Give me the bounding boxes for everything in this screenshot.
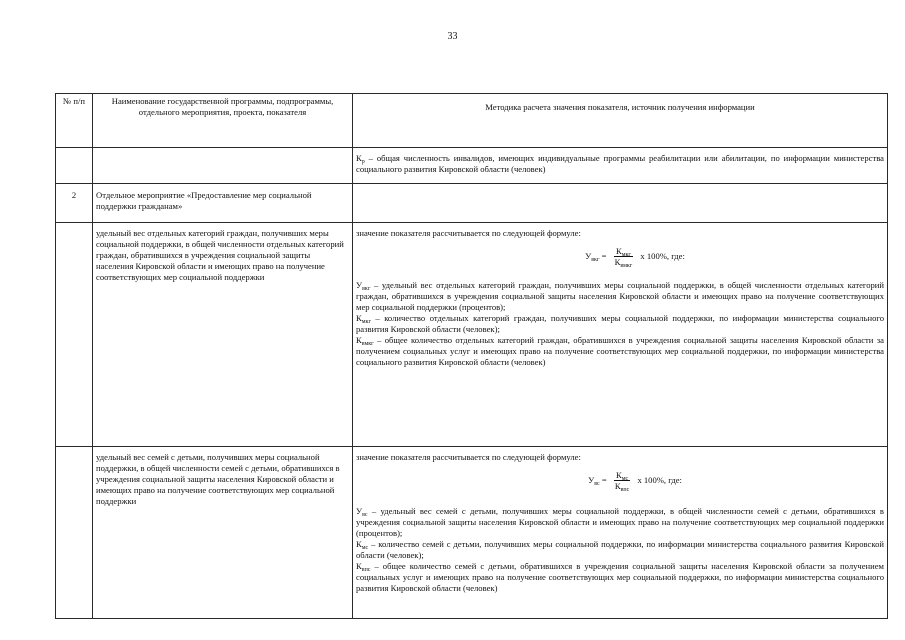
formula-fraction — [613, 470, 631, 492]
formula — [386, 246, 884, 268]
header-num: № п/п — [56, 94, 93, 148]
formula-denominator: $К_{впс}$ — [614, 481, 630, 494]
row-num: 2 — [56, 184, 93, 223]
formula-numerator: $К_{мкг}$ — [615, 246, 631, 258]
formula-eq: = — [601, 251, 607, 262]
row-method — [353, 223, 888, 447]
formula-lhs: $У_{вс}$ — [588, 475, 600, 488]
table-row — [56, 148, 888, 184]
definition: $К_{вмкг}$ – общее количество отдельных категорий граждан, обратившихся в учреждения социальной защиты населения Кировской области за получением социальных услуг и имеющих право на получение соответствующих мер социальной поддержки, по информации министерства социального развития Кировской области (человек) — [356, 334, 884, 367]
formula-lhs: $У_{вкг}$ — [585, 251, 600, 264]
page-number: 33 — [447, 31, 458, 42]
table-row — [56, 447, 888, 619]
row-num — [56, 148, 93, 184]
header-name: Наименование государственной программы, подпрограммы, отдельного мероприятия, проекта, показателя — [93, 94, 353, 148]
indicator-name: удельный вес семей с детьми, получивших меры социальной поддержки, в общей численности семей с детьми, обратившихся в учреждения социальной защиты населения Кировской области и имеющих право на получение соответствующих мер социальной поддержки — [96, 452, 340, 506]
formula-fraction — [613, 246, 635, 268]
formula-tail: x 100%, где: — [637, 475, 682, 486]
formula-intro: значение показателя рассчитывается по следующей формуле: — [356, 452, 581, 462]
row-method — [353, 184, 888, 223]
formula — [386, 470, 884, 492]
definition: $У_{вкг}$ – удельный вес отдельных категорий граждан, получивших меры социальной поддержки, в общей численности отдельных категорий граждан, обратившихся в учреждения социальной защиты населения Кировской области и имеющих право на получение соответствующих мер социальной поддержки (процентов); — [356, 279, 884, 312]
row-num — [56, 447, 93, 619]
definition: $У_{вс}$ – удельный вес семей с детьми, получивших меры социальной поддержки, в общей численности семей с детьми, обратившихся в учреждения социальной защиты населения Кировской области и имеющих право на получение соответствующих мер социальной поддержки (процентов); — [356, 505, 884, 538]
formula-intro: значение показателя рассчитывается по следующей формуле: — [356, 228, 581, 238]
formula-numerator: $К_{мс}$ — [615, 470, 629, 482]
definition: $К_{впс}$ – общее количество семей с детьми, обратившихся в учреждения социальной защиты населения Кировской области за получением социальных услуг и имеющих право на получение соответствующих мер социальной поддержки, по информации министерства социального развития Кировской области (человек) — [356, 560, 884, 593]
methodology-table — [55, 93, 888, 619]
definition: $К_{мс}$ – количество семей с детьми, получивших меры социальной поддержки, по информации министерства социального развития Кировской области (человек); — [356, 538, 884, 560]
row-name — [93, 447, 353, 619]
definition: $К_{мкг}$ – количество отдельных категорий граждан, получивших меры социальной поддержки, по информации министерства социального развития Кировской области (человек); — [356, 312, 884, 334]
row-name: Отдельное мероприятие «Предоставление мер социальной поддержки гражданам» — [93, 184, 353, 223]
def-symbol-sub: р — [361, 159, 365, 165]
row-method — [353, 447, 888, 619]
formula-denominator: $К_{вмкг}$ — [614, 257, 633, 270]
indicator-name: удельный вес отдельных категорий граждан, получивших меры социальной поддержки, в общей численности отдельных категорий граждан, обратившихся в учреждения социальной защиты населения Кировской области и имеющих право на получение соответствующих мер социальной поддержки — [96, 228, 344, 282]
row-name — [93, 148, 353, 184]
table-row — [56, 184, 888, 223]
row-method — [353, 148, 888, 184]
table-row — [56, 223, 888, 447]
def-text: – общая численность инвалидов, имеющих индивидуальные программы реабилитации или абилитации, по информации министерства социального развития Кировской области (человек) — [356, 153, 884, 174]
formula-tail: x 100%, где: — [640, 251, 685, 262]
header-method: Методика расчета значения показателя, источник получения информации — [353, 94, 888, 148]
row-name — [93, 223, 353, 447]
formula-eq: = — [601, 475, 607, 486]
table-header-row — [56, 94, 888, 148]
def-symbol: К — [356, 153, 362, 163]
row-num — [56, 223, 93, 447]
